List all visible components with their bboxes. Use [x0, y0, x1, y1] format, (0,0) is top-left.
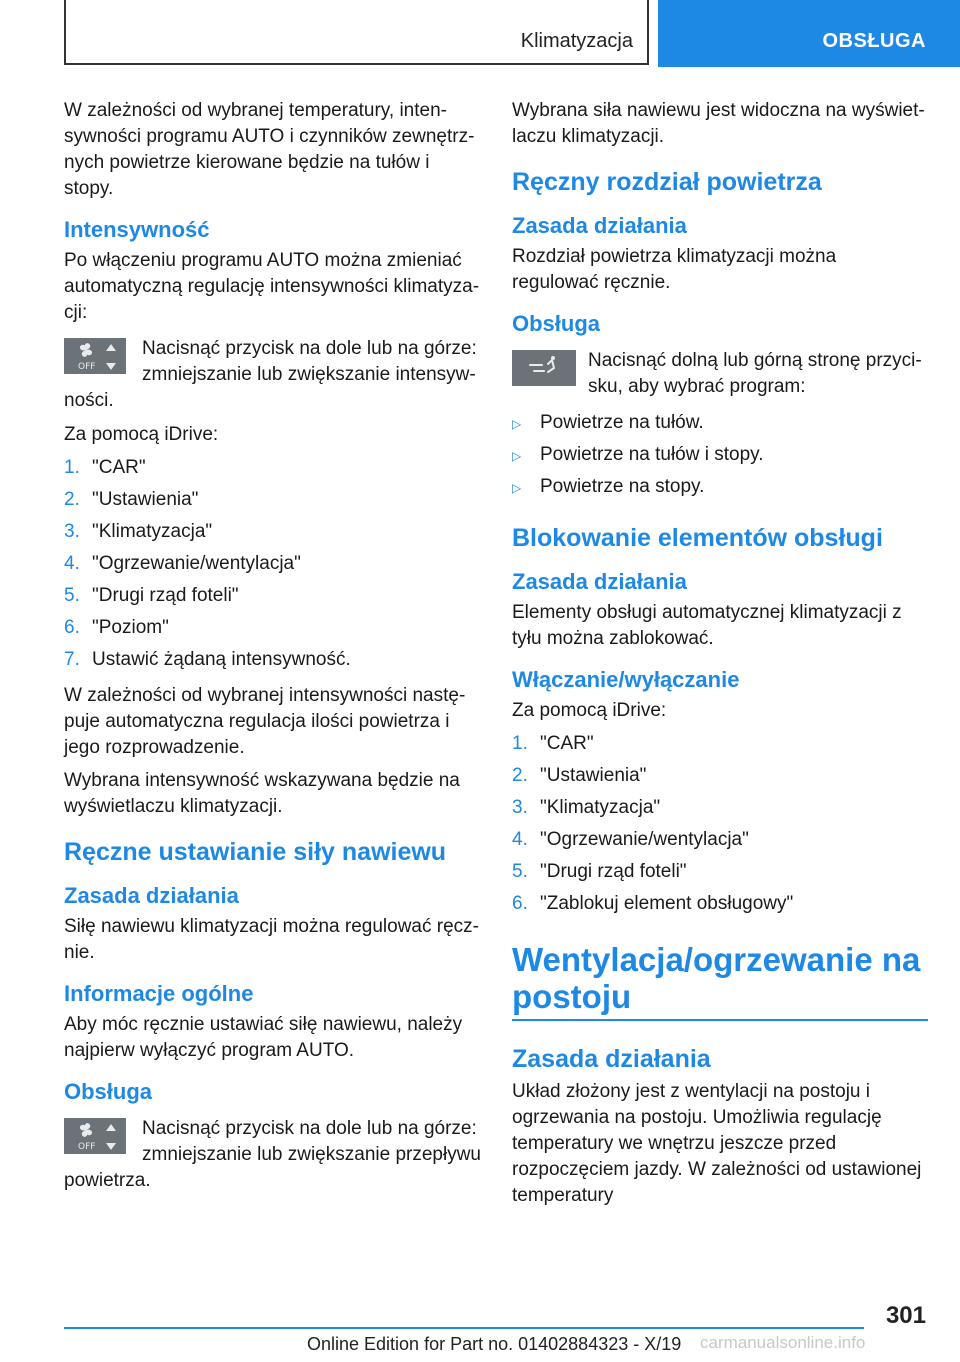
idrive-label: Za pomocą iDrive: — [64, 424, 219, 445]
manual-airflow-heading: Ręczne ustawianie siły nawiewu — [64, 838, 447, 866]
lock-controls-heading: Blokowanie elementów obsługi — [512, 524, 883, 552]
header-section-tab — [658, 0, 960, 67]
on-off-heading: Włączanie/wyłączanie — [512, 667, 740, 692]
air-program-list — [512, 410, 928, 506]
list-item: 7. Ustawić żądaną intensywność. — [64, 649, 351, 670]
idrive-steps-list — [64, 455, 482, 679]
distribution-instruction — [512, 348, 928, 400]
list-item: 6. "Poziom" — [64, 617, 169, 638]
lock-steps-list — [512, 731, 928, 923]
operation-icon-text: Nacisnąć przycisk na dole lub na górze: zmniejszanie lub zwiększanie przepływu powietrza. — [64, 1118, 481, 1191]
page-number: 301 — [885, 1302, 926, 1329]
intensity-instruction — [64, 336, 482, 414]
list-item: 5. "Drugi rząd foteli" — [64, 585, 239, 606]
list-item: 3. "Klimatyzacja" — [64, 521, 213, 542]
list-item: 3. "Klimatyzacja" — [512, 797, 661, 818]
watermark: carmanualsonline.info — [700, 1333, 866, 1352]
intensity-text: Po włączeniu programu AUTO można zmieniać automatyczną regulację intensywności klimatyzacji: — [64, 250, 480, 323]
list-item: ▷ Powietrze na tułów. — [512, 410, 928, 442]
parking-principle-heading: Zasada działania — [512, 1045, 711, 1073]
footer-divider — [64, 1327, 864, 1329]
left-column — [64, 98, 482, 1202]
general-info-text: Aby móc ręcznie ustawiać siłę nawiewu, należy najpierw wyłączyć program AUTO. — [64, 1014, 463, 1061]
list-item: 4. "Ogrzewanie/wentylacja" — [512, 829, 749, 850]
distribution-operation-heading: Obsługa — [512, 311, 601, 336]
distribution-principle-text: Rozdział powietrza klimatyzacji można regulować ręcznie. — [512, 246, 837, 293]
operation-instruction — [64, 1116, 482, 1194]
svg-text:OFF: OFF — [78, 362, 96, 372]
parking-principle-text: Układ złożony jest z wentylacji na postoju i ogrzewania na postoju. Umożliwia regulację temperatury we wnętrzu jeszcze przed rozpoczęciem jazdy. W zależności od ustawionej temperatury — [512, 1081, 922, 1206]
bullet-triangle-icon: ▷ — [512, 417, 522, 431]
header-chapter-box — [64, 0, 649, 65]
display-info-paragraph: Wybrana intensywność wskazywana będzie na wyświetlaczu klimatyzacji. — [64, 770, 460, 817]
section-title: OBSŁUGA — [822, 30, 926, 52]
manual-principle-heading: Zasada działania — [64, 883, 239, 908]
intensity-heading: Intensywność — [64, 217, 210, 242]
air-distribution-heading: Ręczny rozdział powietrza — [512, 168, 822, 196]
operation-heading: Obsługa — [64, 1079, 153, 1104]
airflow-display-paragraph: Wybrana siła nawiewu jest widoczna na wyświetlaczu klimatyzacji. — [512, 100, 925, 147]
edition-text: Online Edition for Part no. 01402884323 - X/19 — [307, 1334, 682, 1354]
general-info-heading: Informacje ogólne — [64, 981, 254, 1006]
list-item: ▷ Powietrze na stopy. — [512, 474, 928, 506]
list-item: ▷ Powietrze na tułów i stopy. — [512, 442, 928, 474]
after-steps-paragraph: W zależności od wybranej intensywności następuje automatyczna regulacja ilości powietrza i jego rozprowadzenie. — [64, 685, 466, 758]
right-column — [512, 98, 928, 1216]
bullet-triangle-icon: ▷ — [512, 481, 522, 495]
distribution-principle-heading: Zasada działania — [512, 213, 687, 238]
fan-off-icon — [64, 338, 126, 374]
idrive-label: Za pomocą iDrive: — [512, 700, 667, 721]
manual-principle-text: Siłę nawiewu klimatyzacji można regulować ręcznie. — [64, 916, 479, 963]
list-item: 1. "CAR" — [64, 457, 146, 478]
intensity-icon-text: Nacisnąć przycisk na dole lub na górze: zmniejszanie lub zwiększanie intensywności. — [64, 338, 477, 411]
svg-text:OFF: OFF — [78, 1142, 96, 1152]
lock-principle-heading: Zasada działania — [512, 569, 687, 594]
list-item: 1. "CAR" — [512, 733, 594, 754]
bullet-triangle-icon: ▷ — [512, 449, 522, 463]
intro-paragraph: W zależności od wybranej temperatury, intensywności programu AUTO i czynników zewnętrznych powietrze kierowane będzie na tułów i stopy. — [64, 100, 475, 199]
fan-off-icon — [64, 1118, 126, 1154]
air-distribution-icon — [512, 350, 576, 386]
list-item: 2. "Ustawienia" — [512, 765, 647, 786]
lock-principle-text: Elementy obsługi automatycznej klimatyzacji z tyłu można zablokować. — [512, 602, 902, 649]
list-item: 2. "Ustawienia" — [64, 489, 199, 510]
parking-ventilation-heading: Wentylacja/ogrzewanie na postoju — [512, 941, 928, 1021]
list-item: 6. "Zablokuj element obsługowy" — [512, 893, 794, 914]
list-item: 4. "Ogrzewanie/wentylacja" — [64, 553, 301, 574]
list-item: 5. "Drugi rząd foteli" — [512, 861, 687, 882]
distribution-icon-text: Nacisnąć dolną lub górną stronę przycisku, aby wybrać program: — [588, 350, 922, 397]
chapter-title: Klimatyzacja — [520, 30, 633, 52]
